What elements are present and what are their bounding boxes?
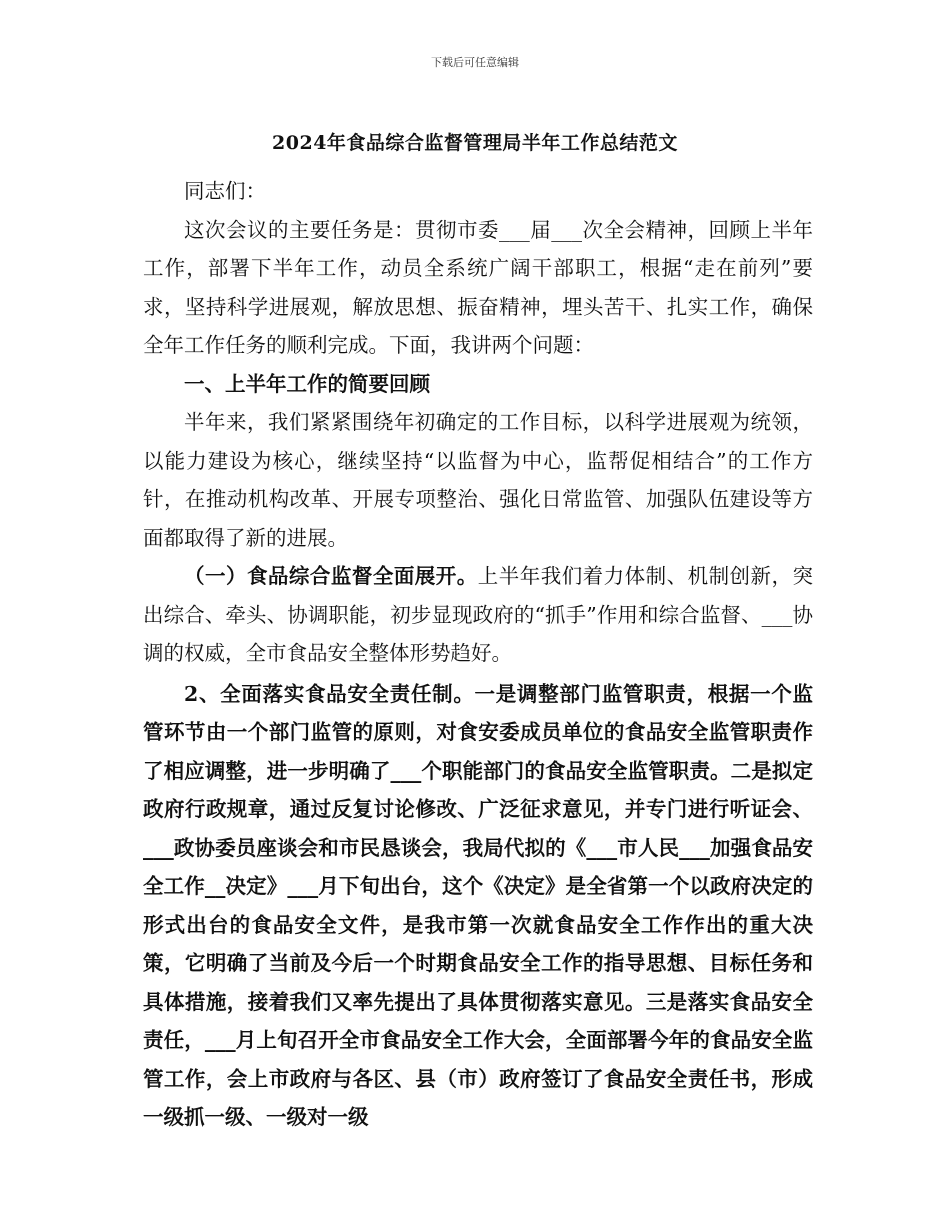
salutation: 同志们： <box>184 179 266 203</box>
paragraph-intro: 这次会议的主要任务是：贯彻市委___届___次全会精神，回顾上半年工作，部署下半年工作，动员全系统广阔干部职工，根据“走在前列”要求，坚持科学进展观，解放思想、振奋精神，埋头苦干、扎实工作，确保全年工作任务的顺利完成。下面，我讲两个问题： <box>143 217 813 357</box>
subsection-text: 上半年我们着力体制、机制创新，突出综合、牵头、协调职能，初步显现政府的“抓手”作用和综合监督、___协调的权威，全市食品安全整体形势趋好。 <box>143 564 814 665</box>
paragraph-subsection <box>143 557 813 673</box>
document-body <box>143 172 813 1137</box>
document-title: 2024年食品综合监督管理局半年工作总结范文 <box>272 132 678 154</box>
section-heading: 一、上半年工作的简要回顾 <box>184 371 430 396</box>
paragraph-responsibility: 2、全面落实食品安全责任制。一是调整部门监管职责，根据一个监管环节由一个部门监管的原则，对食安委成员单位的食品安全监管职责作了相应调整，进一步明确了___个职能部门的食品安全监管职责。二是拟定政府行政规章，通过反复讨论修改、广泛征求意见，并专门进行听证会、___政协委员座谈会和市民恳谈会，我局代拟的《___市人民___加强食品安全工作__决定》___月下旬出台，这个《决定》是全省第一个以政府决定的形式出台的食品安全文件，是我市第一次就食品安全工作作出的重大决策，它明确了当前及今后一个时期食品安全工作的指导思想、目标任务和具体措施，接着我们又率先提出了具体贯彻落实意见。三是落实食品安全责任，___月上旬召开全市食品安全工作大会，全面部署今年的食品安全监管工作，会上市政府与各区、县（市）政府签订了食品安全责任书，形成一级抓一级、一级对一级 <box>143 681 813 1129</box>
header-note: 下载后可任意编辑 <box>431 56 519 69</box>
subsection-heading: （一）食品综合监督全面展开。 <box>184 564 478 588</box>
paragraph-review: 半年来，我们紧紧围绕年初确定的工作目标，以科学进展观为统领，以能力建设为核心，继续坚持“以监督为中心，监帮促相结合”的工作方针，在推动机构改革、开展专项整治、强化日常监管、加强队伍建设等方面都取得了新的进展。 <box>143 410 813 550</box>
